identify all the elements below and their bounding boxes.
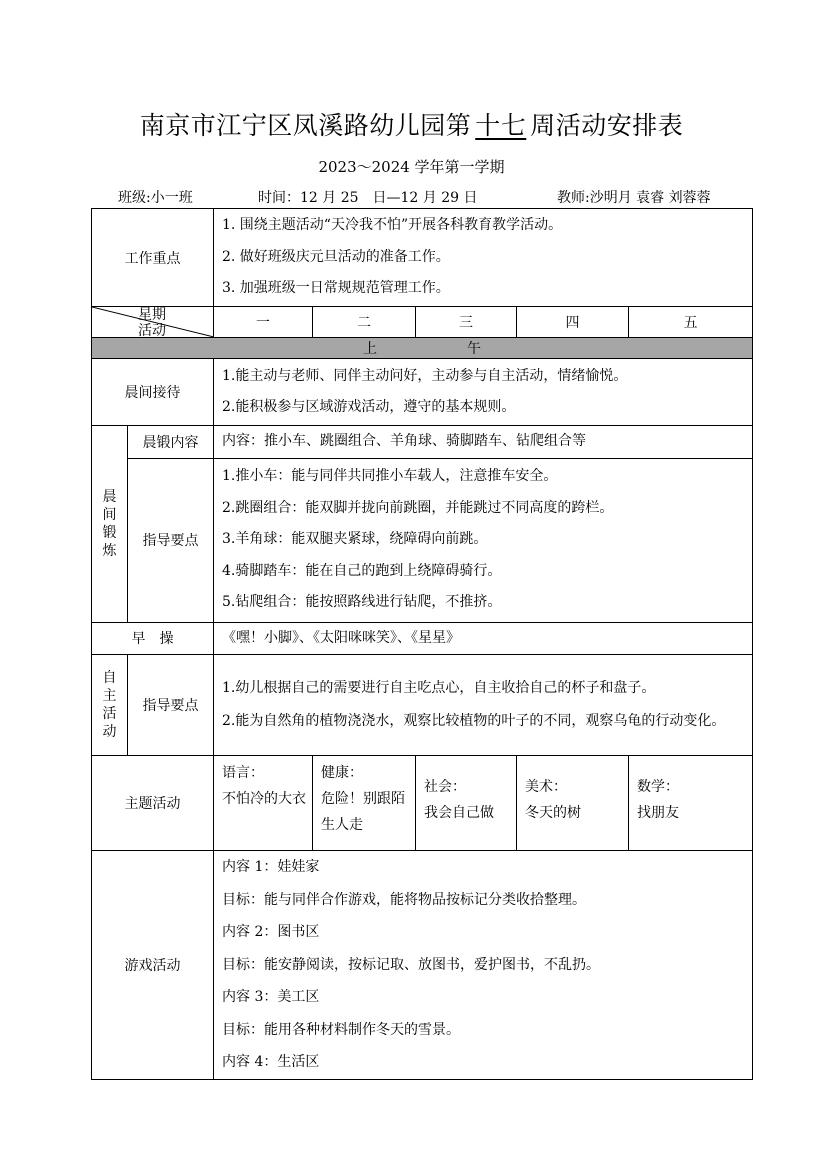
exercise-content-row — [92, 426, 753, 459]
work-focus-row — [92, 209, 753, 307]
exercise-content — [214, 426, 753, 459]
theme-day-3 — [416, 756, 517, 851]
game-activity-line: 目标：能用各种材料制作冬天的雪景。 — [222, 1021, 460, 1038]
time-label: 时间：12 月 25 日—12 月 29 日 — [258, 190, 478, 206]
theme-content: 找朋友 — [637, 805, 679, 821]
morning-exercise-group — [92, 426, 128, 623]
self-activity-row — [92, 655, 753, 756]
title-suffix: 周活动安排表 — [530, 111, 684, 140]
game-activity-row — [92, 851, 753, 1080]
theme-day-5 — [629, 756, 753, 851]
theme-day-4 — [517, 756, 629, 851]
week-number: 十七 — [475, 111, 527, 140]
corner-activity-label: 活动 — [138, 323, 166, 337]
exercise-guide-item: 3.羊角球：能双腿夹紧球，绕障碍向前跳。 — [222, 531, 488, 548]
game-activity-content — [214, 851, 753, 1080]
weekday-2: 二 — [313, 307, 416, 338]
semester-subtitle: 2023～2024 学年第一学期 — [318, 158, 505, 176]
exercise-content-text: 内容：推小车、跳圈组合、羊角球、骑脚踏车、钻爬组合等 — [222, 433, 586, 449]
morning-reception-row — [92, 359, 753, 426]
title-prefix: 南京市江宁区凤溪路幼儿园第 — [139, 111, 472, 140]
work-focus-item: 1. 围绕主题活动“天冷我不怕”开展各科教育教学活动。 — [222, 217, 563, 234]
self-activity-content — [214, 655, 753, 756]
morning-gym-label: 早 操 — [92, 622, 214, 655]
exercise-guide-content — [214, 458, 753, 622]
weekday-4: 四 — [517, 307, 629, 338]
exercise-guide-row — [92, 458, 753, 622]
exercise-guide-item: 2.跳圈组合：能双脚并拢向前跳圈，并能跳过不同高度的跨栏。 — [222, 499, 614, 516]
exercise-content-label: 晨锻内容 — [128, 426, 214, 459]
theme-subject: 数学： — [637, 779, 679, 795]
morning-band — [92, 338, 753, 359]
morning-reception-item: 1.能主动与老师、同伴主动问好，主动参与自主活动，情绪愉悦。 — [222, 367, 628, 384]
self-activity-group — [92, 655, 128, 756]
morning-exercise-label: 晨间锻炼 — [102, 488, 117, 559]
theme-subject: 健康： — [321, 765, 363, 781]
theme-activity-label: 主题活动 — [92, 756, 214, 851]
morning-band-left: 上 — [363, 341, 378, 357]
game-activity-line: 目标：能与同伴合作游戏，能将物品按标记分类收拾整理。 — [222, 891, 586, 908]
class-label: 班级:小一班 — [118, 190, 193, 206]
work-focus-label: 工作重点 — [92, 209, 214, 307]
theme-content: 不怕冷的大衣 — [222, 791, 306, 807]
self-activity-item: 1.幼儿根据自己的需要进行自主吃点心，自主收拾自己的杯子和盘子。 — [222, 680, 656, 697]
morning-reception-content — [214, 359, 753, 426]
game-activity-line: 内容 2：图书区 — [222, 924, 320, 940]
theme-day-1 — [214, 756, 313, 851]
weekday-5: 五 — [629, 307, 753, 338]
game-activity-line: 内容 4：生活区 — [222, 1054, 320, 1070]
morning-band-row — [92, 338, 753, 359]
exercise-guide-item: 5.钻爬组合：能按照路线进行钻爬，不推挤。 — [222, 594, 502, 611]
page-title — [0, 106, 823, 142]
corner-weekday-label: 星期 — [138, 307, 166, 323]
morning-reception-item: 2.能积极参与区域游戏活动，遵守的基本规则。 — [222, 399, 516, 415]
weekday-corner-cell — [92, 307, 214, 338]
exercise-guide-label: 指导要点 — [128, 458, 214, 622]
schedule-table — [91, 208, 753, 1080]
work-focus-item: 2. 做好班级庆元旦活动的准备工作。 — [222, 248, 450, 265]
theme-content: 冬天的树 — [525, 805, 581, 821]
exercise-guide-item: 4.骑脚踏车：能在自己的跑到上绕障碍骑行。 — [222, 562, 502, 579]
work-focus-content — [214, 209, 753, 307]
weekday-header-row — [92, 307, 753, 338]
exercise-guide-item: 1.推小车：能与同伴共同推小车载人，注意推车安全。 — [222, 468, 558, 485]
theme-subject: 社会： — [424, 779, 466, 795]
theme-day-2 — [313, 756, 416, 851]
theme-content: 危险！别跟陌生人走 — [321, 791, 405, 833]
theme-subject: 美术： — [525, 779, 567, 795]
weekday-1: 一 — [214, 307, 313, 338]
morning-band-right: 午 — [467, 341, 482, 357]
morning-gym-content — [214, 622, 753, 655]
game-activity-line: 内容 3：美工区 — [222, 989, 320, 1005]
game-activity-line: 内容 1：娃娃家 — [222, 859, 320, 875]
morning-gym-row — [92, 622, 753, 655]
theme-activity-row — [92, 756, 753, 851]
work-focus-item: 3. 加强班级一日常规规范管理工作。 — [222, 280, 450, 297]
morning-reception-label: 晨间接待 — [92, 359, 214, 426]
self-activity-label: 自主活动 — [102, 670, 117, 740]
self-activity-item: 2.能为自然角的植物浇浇水，观察比较植物的叶子的不同，观察乌龟的行动变化。 — [222, 712, 726, 729]
morning-gym-text: 《嘿！小脚》、《太阳咪咪笑》、《星星》 — [222, 629, 460, 646]
theme-content: 我会自己做 — [424, 805, 494, 821]
theme-subject: 语言： — [222, 765, 264, 781]
weekday-3: 三 — [416, 307, 517, 338]
self-activity-guide-label: 指导要点 — [128, 655, 214, 756]
game-activity-line: 目标：能安静阅读，按标记取、放图书，爱护图书，不乱扔。 — [222, 956, 600, 973]
teacher-label: 教师:沙明月 袁睿 刘蓉蓉 — [557, 190, 711, 206]
game-activity-label: 游戏活动 — [92, 851, 214, 1080]
